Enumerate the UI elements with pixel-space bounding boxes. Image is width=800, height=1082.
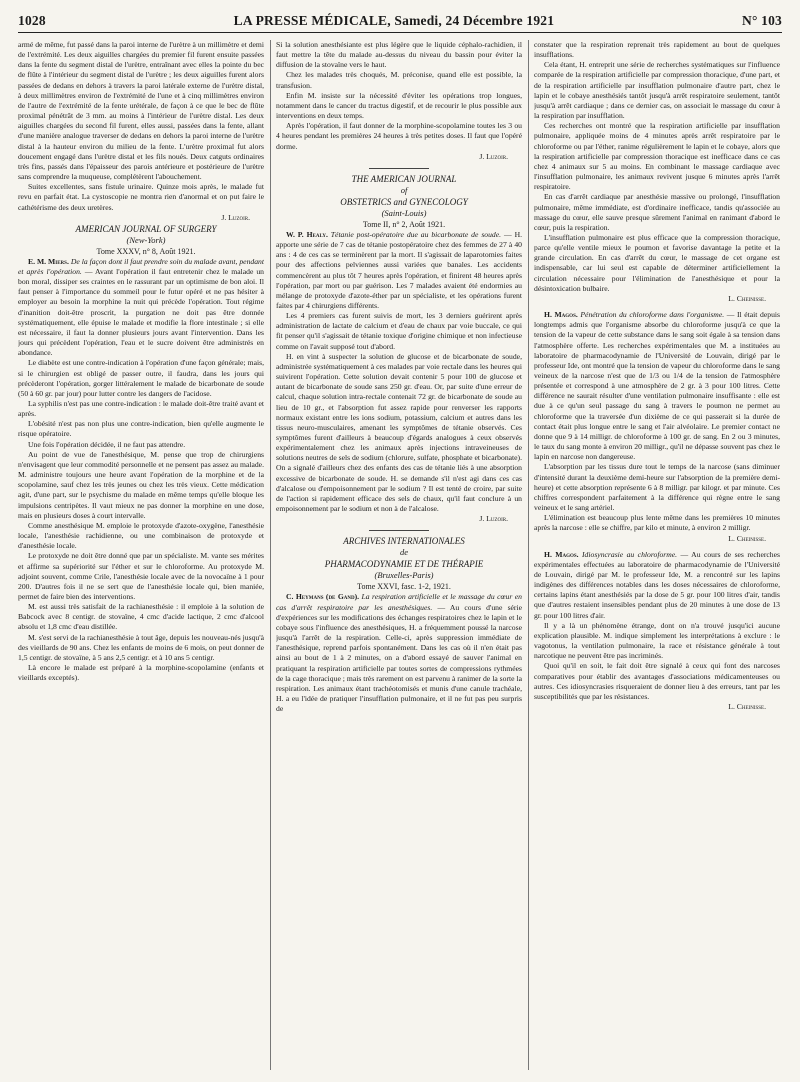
paragraph: Comme anesthésique M. emploie le protoxyde d'azote-oxygène, l'anesthésie locale, l'anesthésie rachidienne, ou une combinaison de protoxyde et d'anesthésie locale. bbox=[18, 520, 264, 551]
article-author: W. P. Healy. bbox=[286, 229, 328, 239]
paragraph: La syphilis n'est pas une contre-indication : le malade doit-être traité avant et après. bbox=[18, 399, 264, 419]
article-title: De la façon dont il faut prendre soin du malade avant, pendant et après l'opération. bbox=[18, 256, 264, 276]
journal-title: AMERICAN JOURNAL OF SURGERY bbox=[75, 223, 217, 234]
column-divider-2 bbox=[528, 40, 529, 1070]
paragraph: Le diabète est une contre-indication à l'opération d'une façon générale; mais, si le chirurgien est obligé de passer outre, il faudra, dans les jours qui précèderont l'opération, gorger littéralement le malade de bicarbonate de soude (50 à 60 gr. par jour) pour lutter contre les dangers de l'acidose. bbox=[18, 358, 264, 398]
paragraph: Après l'opération, il faut donner de la morphine-scopolamine toutes les 3 ou 4 heures pendant les premières 24 heures à très petites doses. Il faut que l'opéré dorme. bbox=[276, 121, 522, 151]
article-author: H. Magos. bbox=[544, 549, 579, 559]
article-body: — H. apporte une série de 7 cas de tétanie postopératoire chez des femmes de 27 à 40 ans : 4 de ces cas se terminèrent par la mort. Il s'agissait de laparotomies faites pour des affections pelviennes aussi variées que banales. Les accidents commencèrent au plus tôt 7 heures après l'opération, et finirent 48 heures après l'opération, par mort ou par guérison. Les 7 malades avaient été endormies au mélange de protoxyde d'azote-éther par un spécialiste, et les opérations furent faites par 4 chirurgiens différents. bbox=[276, 229, 522, 310]
article-title: Tétanie post-opératoire due au bicarbonate de soude. bbox=[330, 229, 502, 239]
section-divider bbox=[369, 530, 429, 531]
article bbox=[18, 257, 264, 359]
article-body: — Il était depuis longtemps admis que l'organisme absorbe du chloroforme jusqu'à ce que la tension de la vapeur de cette substance dans le sang soit égale à sa tension dans l'atmosphère offerte. Les recherches expérimentales que M. a instituées au laboratoire de pharmacodynamie de l'Université de Louvain, dirigé par le professeur Ide, ont montré que la tension de vapeur du chloroforme dans le sang veineux de la narcose n'est que de 1/3 ou 1/4 de la tension de l'atmosphère présentée et correspond à une atmosphère de 2 gr. à 3 pour 100 litres. Cette différence ne saurait résulter d'une ventilation pulmonaire insuffisante : elle est due à ce qu'un seul passage du sang à travers le poumon ne permet au chloroforme que la traversée d'un dixième de ce qui passerait si la durée de contact était plus longue entre le sang et l'air alvéolaire. Le premier contact ne donne que 9 à 14 milligr. de chloroforme à 100 gr. de sang. En 2 ou 3 minutes, le taux du sang monte à environ 20 milligr., qu'il ne dépasse souvent pas chez le lapin en narcose non dangereuse. bbox=[534, 310, 780, 462]
article-body: — Au cours de ses recherches expérimentales effectuées au laboratoire de pharmacodynamie de l'Université de Louvain, dirigé par M. le professeur Ide, M. a rencontré sur les lapins indigènes des différences notables dans les doses nécessaires de chloroforme, certains lapins étant anesthésiés par la dose de 5 gr. pour 100 litres d'air, tandis que d'autres restaient insensibles pendant plus de 20 minutes à une dose de 13 gr. pour 100 litres d'air. bbox=[534, 549, 780, 620]
paragraph: Une fois l'opération décidée, il ne faut pas attendre. bbox=[28, 439, 186, 449]
paragraph: L'insufflation pulmonaire est plus efficace que la compression thoracique, parce qu'elle ventile mieux le poumon et favorise davantage la petite et la grande circulation. En cas d'arrêt du cœur, le massage de cet organe est indispensable, car lui seul est capable de déterminer artificiellement la circulation nécessaire pour l'élimination de l'anesthésique et pour la désintoxication bulbaire. bbox=[534, 232, 780, 293]
page-number: 1028 bbox=[18, 13, 46, 28]
paragraph: M. s'est servi de la rachianesthésie à tout âge, depuis les nouveau-nés jusqu'à des vieillards de 90 ans. Chez les enfants de moins de 6 mois, on peut donner de 1,5 centigr. de stovaïne, à 5 ans 2,5 centigr. et à 10 ans 5 centigr. bbox=[18, 632, 264, 662]
article-title: Pénétration du chloroforme dans l'organisme. bbox=[580, 310, 725, 320]
journal-masthead: LA PRESSE MÉDICALE, Samedi, 24 Décembre 1921 bbox=[233, 13, 555, 28]
article bbox=[534, 550, 780, 621]
article-body: — Au cours d'une série d'expériences sur les modifications des échanges respiratoires chez le lapin et le cobaye sous l'influence des anesthésiques, H. a fréquemment poussé la narcose jusqu'à l'arrêt de la respiration. Celle-ci, après suppression immédiate de l'anesthésique, reprend parfois spontanément. Dans les cas où il n'en était pas ainsi au bout de 1 à 2 minutes, on a d'abord essayé de sauver l'animal en pratiquant la respiration artificielle par toutes sortes de compressions rythmées de la cage thoracique ; mais très rarement on est parvenu à ranimer de la sorte la respiration. Les animaux étant trachéotomisés et munis d'une canule trachéale, H. a eu l'idée de pratiquer l'insufflation pulmonaire, et il ne fut pas peu surpris de bbox=[276, 602, 522, 714]
paragraph: Le protoxyde ne doit être donné que par un spécialiste. M. vante ses mérites et affirme sa supériorité sur l'éther et sur le chloroforme. Au protoxyde M. adjoint souvent, comme Crile, l'anesthésie locale avec de la novocaïne à 1 pour 200. D'autres fois il ne se sert que de l'anesthésie locale qui, bien maniée, permet de faire bien des interventions. bbox=[18, 551, 264, 601]
journal-title: ARCHIVES INTERNATIONALES bbox=[343, 536, 465, 547]
section-divider bbox=[369, 168, 429, 169]
signature: J. Luzoir. bbox=[479, 514, 508, 524]
column-2 bbox=[276, 40, 522, 1070]
journal-title-sub: OBSTETRICS and GYNECOLOGY bbox=[340, 196, 468, 207]
signature: L. Cheinisse. bbox=[728, 702, 766, 711]
column-divider-1 bbox=[270, 40, 271, 1070]
signature: L. Cheinisse. bbox=[728, 533, 766, 543]
signature: J. Luzoir. bbox=[479, 151, 508, 161]
paragraph: H. en vint à suspecter la solution de glucose et de bicarbonate de soude, administrée systématiquement à ces malades par voie rectale dans les heures qui suivirent l'opération. Cette solution devait contenir 5 pour 100 de glucose et autant de bicarbonate de soude sans 250 gr. d'eau. Or, par suite d'une erreur de calcul, chaque solution intra-rectale contenait 72 gr. de bicarbonate de soude au lieu de 10 gr., et l'absorption fut assez rapide pour renverser les rapports normaux existant entre les ions sodium, potassium, calcium et autres dans les tissus neuro-musculaires, amenant les symptômes de tétanie observés. Ces symptômes furent d'ailleurs à beaucoup d'égards analogues à ceux observés expérimentalement chez les animaux après injections intraveineuses de solutions neutres de sels de sodium (chlorure, sulfate, phosphate et bicarbonate). On a signalé d'ailleurs chez des enfants des cas de tétanie liés à une absorption excessive de bicarbonate de soude. H. se demande s'il n'est agi dans ces cas d'alcalose ou d'empoisonnement par le sodium ? Il est tenté de croire, par suite de l'action si rapidement efficace des sels de chaux, qu'il faut conclure à un empoisonnement par le sodium et non à de l'alcalose. bbox=[276, 351, 522, 514]
paragraph: L'obésité n'est pas non plus une contre-indication, bien qu'elle augmente le risque opératoire. bbox=[18, 419, 264, 439]
paragraph: Au point de vue de l'anesthésique, M. pense que trop de chirurgiens n'envisagent que leur commodité personnelle et ne pensent pas assez au malade. M. administre toujours une heure avant l'opération de la morphine et de la scopolamine, sauf chez les très jeunes ou chez les très vieux. Cette médication agit, d'une part, sur le psychisme du malade en même temps qu'elle bloque les impulsions centripètes. Il vaut mieux ne pas donner la morphine en une dose, mais en plusieurs doses à court intervalle. bbox=[18, 449, 264, 520]
journal-issue: Tome XXXV, n° 8, Août 1921. bbox=[96, 246, 196, 256]
paragraph: Il y a là un phénomène étrange, dont on n'a trouvé jusqu'ici aucune explication plausible. M. indique simplement les interprétations à exclure : le vagotonus, la ventilation pulmonaire, la race et résistance générale à tout narcotique ne peuvent être pas incriminés. bbox=[534, 620, 780, 661]
journal-city: (Saint-Louis) bbox=[381, 207, 427, 218]
article-author: C. Heymans (de Gand). bbox=[286, 592, 360, 602]
paragraph: Suites excellentes, sans fistule urinaire. Quinze mois après, le malade fut revu en parfait état. La cystoscopie ne montra rien d'anormal et on put faire le cathétérisme des deux uretères. bbox=[18, 182, 264, 212]
article-title: Idiosyncrasie au chloroforme. bbox=[582, 549, 678, 559]
paragraph: Les 4 premiers cas furent suivis de mort, les 3 derniers guérirent après administration de lactate de calcium et d'eau de chaux par voie buccale, ce qui fit penser qu'il s'agissait de tétanie toxique d'origine chimique et non infectieuse comme on l'avait supposé tout d'abord. bbox=[276, 311, 522, 351]
paragraph: L'absorption par les tissus dure tout le temps de la narcose (sans diminuer d'intensité durant la deuxième demi-heure sur l'absorption de la première demi-heure) et cette absorption représente 6 à 8 milligr. par kilogr. et par minute. Ces chiffres correspondent parfaitement à la différence qui règne entre le sang veineux et le sang artériel. bbox=[534, 462, 780, 513]
journal-city: (Bruxelles-Paris) bbox=[374, 570, 434, 581]
article-author: E. M. Miers. bbox=[28, 256, 69, 266]
column-1 bbox=[18, 40, 264, 1070]
paragraph: En cas d'arrêt cardiaque par anesthésie massive ou prolongé, l'insufflation pulmonaire, même immédiate, est d'ordinaire inefficace, tandis qu'associée au massage du cœur, elle sauve presque sûrement l'animal en ranimant d'abord le cœur, puis la respiration. bbox=[534, 192, 780, 232]
article-title: La respiration artificielle et le massage du cœur en cas d'arrêt respiratoire par les anesthésiques. bbox=[276, 592, 522, 612]
journal-title-sub: PHARMACODYNAMIE ET DE THÉRAPIE bbox=[324, 559, 484, 570]
paragraph: Là encore le malade est préparé à la morphine-scopolamine (enfants et vieillards exceptés). bbox=[18, 663, 264, 683]
article bbox=[276, 230, 522, 311]
paragraph: Chez les malades très choqués, M. préconise, quand elle est possible, la transfusion. bbox=[276, 70, 522, 90]
journal-issue: Tome II, n° 2, Août 1921. bbox=[362, 219, 446, 229]
paragraph: M. est aussi très satisfait de la rachianesthésie : il emploie à la solution de Babcock avec 8 centigr. de stovaïne, 4 cmc d'acide lactique, 2 cmc d'alcool absolu et 1,8 cmc d'eau distillée. bbox=[18, 602, 264, 632]
journal-issue: Tome XXVI, fasc. 1-2, 1921. bbox=[357, 582, 451, 592]
signature: J. Luzoir. bbox=[221, 212, 250, 222]
page-header bbox=[18, 8, 782, 34]
column-3 bbox=[534, 40, 780, 1070]
paragraph: Enfin M. insiste sur la nécessité d'éviter les opérations trop longues, notamment dans le cancer du tractus digestif, et de recourir le plus possible aux interventions en deux temps. bbox=[276, 90, 522, 121]
journal-title: THE AMERICAN JOURNAL bbox=[351, 173, 457, 184]
article-author: H. Magos. bbox=[544, 310, 578, 320]
journal-title-of: of bbox=[400, 184, 408, 195]
paragraph: L'élimination est beaucoup plus lente même dans les premières 10 minutes après la narcose : elle se chiffre, par kilo et minute, à environ 2 milligr. bbox=[534, 513, 780, 533]
paragraph: armé de même, fut passé dans la paroi interne de l'urètre à un millimètre et demi de l'extrémité. Les deux aiguilles chargées du premier fil furent ensuite passées dans la fente du segment distal de l'urètre, entraînant avec elles la pointe du bec de flûte à l'intérieur du segment distal de l'urètre ; les deux aiguilles furent alors passées de dedans en dehors à travers la paroi latérale externe de l'urètre distal, à deux millimètres environ de l'extrémité de l'une et à cinq millimètres environ de l'autre de l'extrémité de la fente urétérale, de façon à ce que le bec de flûte proximal pénétrât de 3 mm. au moins à l'intérieur de l'urètre distal. Les deux aiguilles chargées du second fil furent, elles aussi, passées dans la fente, allant d'une manière analogue traverser de dedans en dehors la paroi interne de l'urètre distal à la hauteur environ du milieu de la fente. L'urètre proximal fut alors doucement engagé dans l'urètre distal et les fils noués. Deux catguts ordinaires très fins, passés dans l'épaisseur des parois antérieure et postérieure de l'urètre sans comprendre la muqueuse, complétèrent l'abouchement. bbox=[18, 40, 264, 182]
article bbox=[276, 592, 522, 714]
paragraph: Ces recherches ont montré que la respiration artificielle par insufflation pulmonaire, appliquée moins de 4 minutes après arrêt respiratoire par le chloroforme ou par l'éther, ranime régulièrement le lapin et le cobaye, alors que la respiration artificielle par compression thoracique est inefficace dans ce cas chez 4 animaux sur 5 au moins. En combinant le massage cardiaque avec l'insufflation pulmonaire, les animaux revivent jusque 6 minutes après l'arrêt respiratoire. bbox=[534, 121, 780, 192]
paragraph: Si la solution anesthésiante est plus légère que le liquide céphalo-rachidien, il faut mettre la tête du malade au-dessus du niveau du bassin pour éviter la diffusion de la stovaïne vers le haut. bbox=[276, 40, 522, 70]
paragraph: Quoi qu'il en soit, le fait doit être signalé à ceux qui font des narcoses comparatives pour établir des avantages d'associations médicamenteuses ou autres. Ces idiosyncrasies risqueraient de donner lieu à des erreurs, tant par les susceptibilités que par les résistances. bbox=[534, 661, 780, 701]
issue-number: N° 103 bbox=[742, 13, 782, 28]
paragraph: Cela étant, H. entreprit une série de recherches systématiques sur l'influence comparée de la respiration artificielle par compression thoracique, d'une part, et de la respiration artificielle par insufflation pulmonaire d'autre part, chez le lapin et le cobaye anesthésiés tantôt jusqu'à arrêt respiratoire seulement, tantôt jusqu'à arrêt cardiaque ; dans ce dernier cas, on associait le massage du cœur à la respiration par insufflation. bbox=[534, 60, 780, 121]
article bbox=[534, 310, 780, 462]
journal-city: (New-York) bbox=[126, 234, 166, 245]
header-rule bbox=[18, 32, 782, 33]
signature: L. Cheinisse. bbox=[728, 293, 766, 303]
article-body: — Avant l'opération il faut entretenir chez le malade un bon moral, dissiper ses craintes en le rassurant par un optimisme de bon aloi. Il faut penser à l'importance du sommeil pour le futur opéré et ne pas hésiter à employer au besoin la morphine la nuit qui précède l'opération. Tout régime d'inanition doit-être proscrit, la purgation ne doit pas être donnée systématiquement, elle épuise le malade et modifie la flore intestinale ; si elle est nécessaire, il faut la donner plusieurs jours avant l'intervention. Dans les jours qui précèdent l'opération, l'eau et le sucre doivent être administrés en abondance. bbox=[18, 266, 264, 358]
journal-title-de: de bbox=[399, 547, 409, 558]
paragraph: constater que la respiration reprenait très rapidement au bout de quelques insufflations. bbox=[534, 40, 780, 60]
